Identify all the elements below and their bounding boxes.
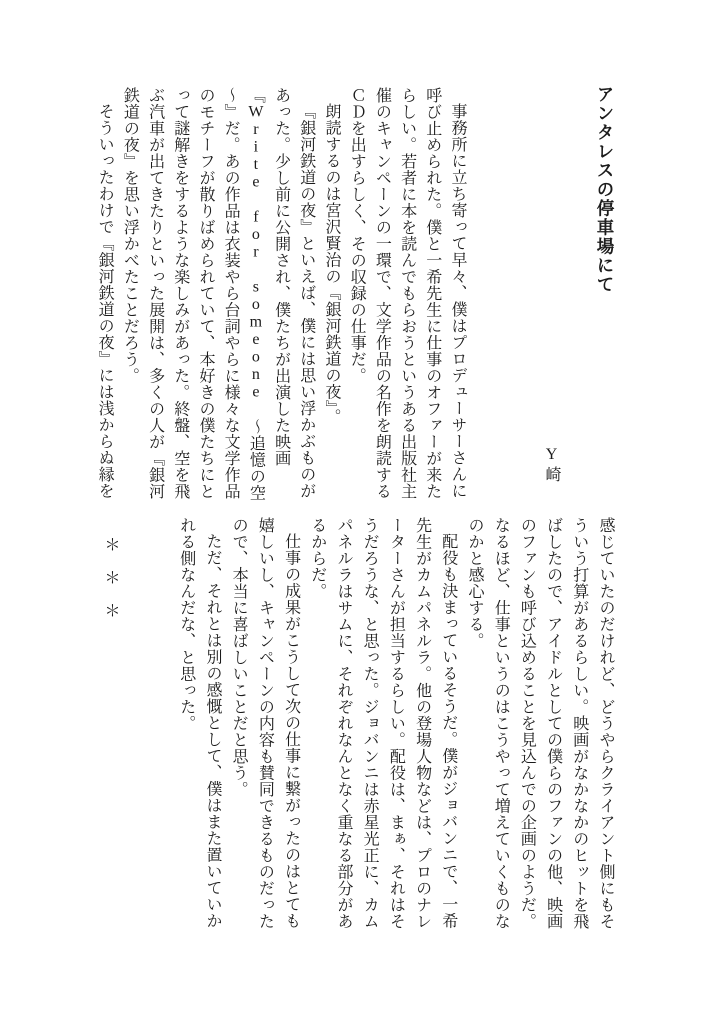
paragraph: 仕事の成果がこうして次の仕事に繋がったのはとても嬉しいし、キャンペーンの内容も賛同できるものだったので、本当に喜ばしいことだと思う。 <box>230 517 300 930</box>
paragraph: 事務所に立ち寄って早々、僕はプロデューサーさんに呼び止められた。僕と一希先生に仕事のオファーが来たらしい。若者に本を読んでもらおうというある出版社主催のキャンペーンの一環で、文学作品の名作を朗読するＣＤを出すらしく、その収録の仕事だ。 <box>348 87 466 500</box>
page-title: アンタレスの停車場にて <box>595 85 615 294</box>
paragraph: 配役も決まっているそうだ。僕がジョバンニで、一希先生がカムパネルラ。他の登場人物などは、プロのナレーターさんが担当するらしい。配役は、まぁ、それはそうだろうな、と思った。ジョバンニは赤星光正に、カムパネルラはサムに、それぞれなんとなく重なる部分があるからだ。 <box>308 517 457 930</box>
paragraph: 感じていたのだけれど、どうやらクライアント側にもそういう打算があるらしい。映画がなかなかのヒットを飛ばしたので、アイドルとしての僕らのファンの他、映画のファンも呼び込めることを見込んでの企画のようだ。なるほど、仕事というのはこうやって増えていくものなのかと感心する。 <box>465 517 614 930</box>
section-break: ＊ ＊ ＊ <box>102 536 119 619</box>
paragraph: 朗読するのは宮沢賢治の『銀河鉄道の夜』。 <box>322 103 340 425</box>
lower-text-band <box>173 517 618 931</box>
paragraph: 『銀河鉄道の夜』といえば、僕には思い浮かぶものがあった。少し前に公開され、僕たちが出演した映画『Write for someone ～追憶の空～』だ。あの作品は衣装やら台詞やらに様々な文学作品のモチーフが散りばめられていて、本好きの僕たちにとって謎解きをするような楽しみがあった。終盤、空を飛ぶ汽車が出てきたりといった展開は、多くの人が『銀河鉄道の夜』を思い浮かべたことだろう。 <box>121 87 315 501</box>
author-name: Y崎 <box>543 446 560 485</box>
paragraph: ただ、それとは別の感慨として、僕はまた置いていかれる側なんだな、と思った。 <box>177 517 221 929</box>
paragraph: そういったわけで『銀河鉄道の夜』には浅からぬ縁を <box>96 103 114 499</box>
upper-text-band <box>92 87 470 501</box>
